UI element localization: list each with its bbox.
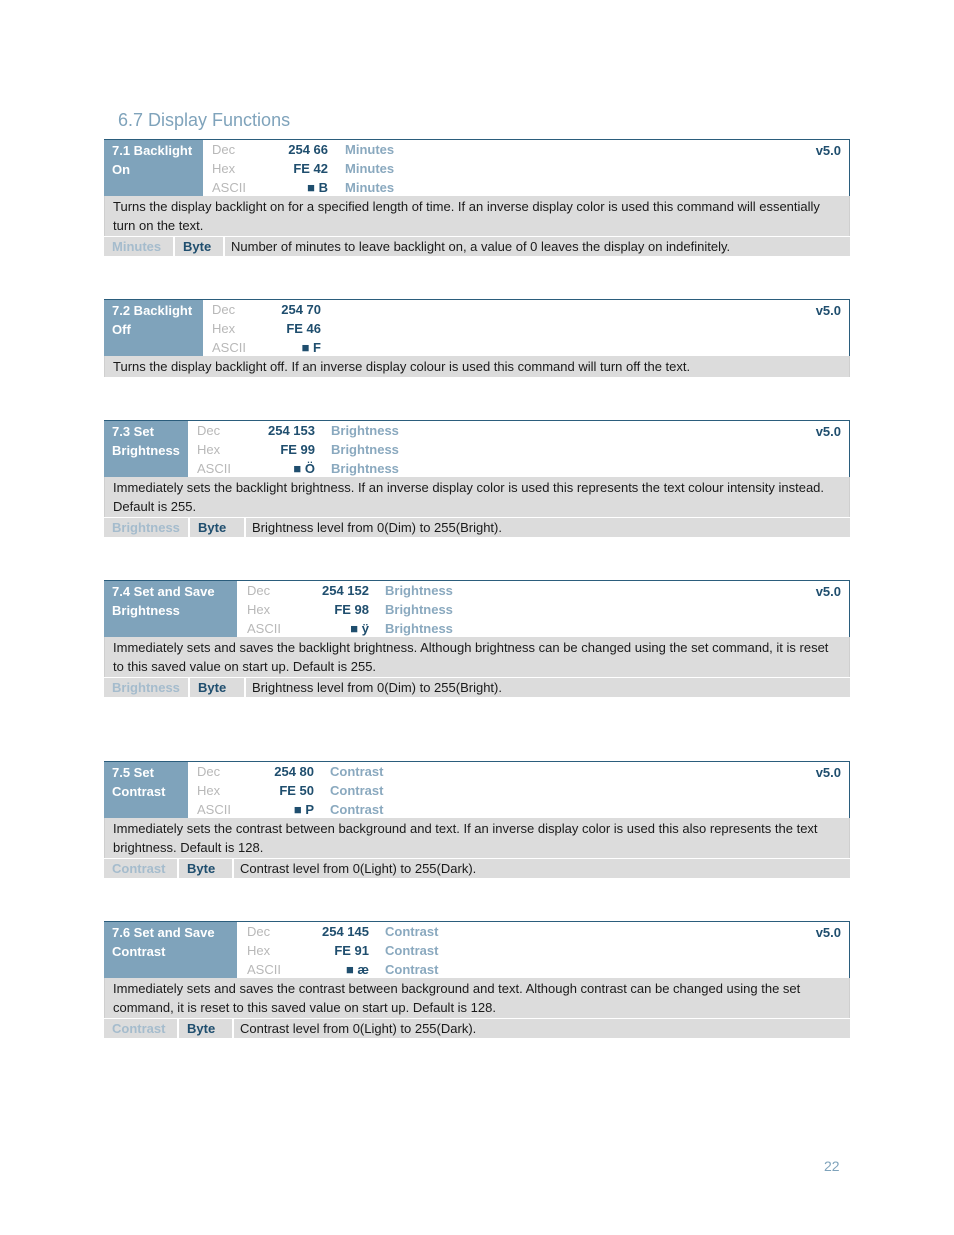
param-label: Contrast (330, 802, 384, 817)
dec-value: 254 66 (288, 142, 328, 157)
ascii-label: ASCII (212, 180, 246, 195)
param-label: Minutes (345, 180, 395, 195)
param-label: Brightness (331, 461, 399, 476)
param-name: Contrast (104, 1019, 179, 1038)
param-label: Contrast (385, 924, 439, 939)
command-header (104, 299, 850, 356)
dec-value: 254 152 (322, 583, 369, 598)
dec-label: Dec (247, 924, 271, 939)
param-name: Brightness (104, 678, 190, 697)
command-description: Immediately sets the backlight brightness. If an inverse display color is used this represents the text colour intensity instead. Default is 255. (104, 477, 850, 517)
hex-label: Hex (247, 602, 271, 617)
param-type: Byte (179, 1019, 234, 1038)
command-header (104, 139, 850, 196)
dec-label: Dec (212, 142, 236, 157)
hex-label: Hex (212, 321, 236, 336)
version-badge: v5.0 (815, 584, 841, 599)
ascii-label: ASCII (247, 962, 281, 977)
hex-label: Hex (197, 783, 221, 798)
param-label: Brightness (385, 583, 453, 598)
param-name: Minutes (104, 237, 175, 256)
dec-label: Dec (197, 764, 221, 779)
param-description: Contrast level from 0(Light) to 255(Dark). (240, 861, 477, 876)
param-description: Brightness level from 0(Dim) to 255(Bright). (252, 680, 502, 695)
ascii-value: ■ B (307, 180, 328, 195)
command-name: 7.1 Backlight On (104, 140, 203, 196)
dec-value: 254 80 (274, 764, 314, 779)
command-set-save-contrast (104, 921, 850, 1038)
ascii-label: ASCII (197, 461, 231, 476)
command-header (104, 921, 850, 978)
ascii-label: ASCII (197, 802, 231, 817)
param-description: Number of minutes to leave backlight on, a value of 0 leaves the display on indefinitely. (231, 239, 731, 254)
version-badge: v5.0 (815, 765, 841, 780)
param-name: Contrast (104, 859, 179, 878)
command-header (104, 580, 850, 637)
ascii-value: ■ F (301, 340, 321, 355)
command-description: Immediately sets the contrast between background and text. If an inverse display color is used this also represents the text brightness. Default is 128. (104, 818, 850, 858)
command-set-brightness (104, 420, 850, 537)
param-label: Minutes (345, 142, 395, 157)
command-name: 7.3 Set Brightness (104, 421, 188, 477)
param-description: Brightness level from 0(Dim) to 255(Bright). (252, 520, 502, 535)
command-description: Turns the display backlight off. If an inverse display colour is used this command will turn off the text. (104, 356, 850, 377)
param-type: Byte (175, 237, 225, 256)
command-set-contrast (104, 761, 850, 878)
ascii-value: ■ ÿ (350, 621, 369, 636)
ascii-label: ASCII (212, 340, 246, 355)
ascii-value: ■ P (293, 802, 314, 817)
param-label: Contrast (330, 764, 384, 779)
dec-value: 254 70 (281, 302, 321, 317)
param-label: Minutes (345, 161, 395, 176)
command-name: 7.5 Set Contrast (104, 762, 188, 818)
command-name: 7.4 Set and Save Brightness (104, 581, 237, 637)
command-header (104, 420, 850, 477)
parameter-row (104, 1019, 850, 1038)
hex-value: FE 98 (334, 602, 369, 617)
param-label: Contrast (385, 943, 439, 958)
param-label: Brightness (331, 423, 399, 438)
param-label: Brightness (385, 621, 453, 636)
ascii-value: ■ æ (345, 962, 369, 977)
command-name: 7.6 Set and Save Contrast (104, 922, 237, 978)
hex-label: Hex (247, 943, 271, 958)
parameter-row (104, 859, 850, 878)
dec-value: 254 145 (322, 924, 369, 939)
command-description: Immediately sets and saves the contrast between background and text. Although contrast can be changed using the set command, it is reset to this saved value on start up. Default is 128. (104, 978, 850, 1018)
param-type: Byte (179, 859, 234, 878)
hex-label: Hex (212, 161, 236, 176)
command-set-save-brightness (104, 580, 850, 697)
hex-value: FE 91 (334, 943, 369, 958)
parameter-row (104, 518, 850, 537)
param-name: Brightness (104, 518, 190, 537)
param-label: Brightness (331, 442, 399, 457)
ascii-label: ASCII (247, 621, 281, 636)
command-name: 7.2 Backlight Off (104, 300, 203, 356)
hex-value: FE 50 (279, 783, 314, 798)
dec-label: Dec (197, 423, 221, 438)
version-badge: v5.0 (815, 925, 841, 940)
command-backlight-off (104, 299, 850, 377)
param-label: Brightness (385, 602, 453, 617)
param-description: Contrast level from 0(Light) to 255(Dark). (240, 1021, 477, 1036)
param-type: Byte (190, 518, 246, 537)
hex-value: FE 42 (293, 161, 328, 176)
command-backlight-on (104, 139, 850, 256)
hex-value: FE 46 (286, 321, 321, 336)
dec-label: Dec (247, 583, 271, 598)
command-header (104, 761, 850, 818)
parameter-row (104, 237, 850, 256)
page-number: 22 (824, 1158, 840, 1174)
parameter-row (104, 678, 850, 697)
dec-value: 254 153 (268, 423, 315, 438)
version-badge: v5.0 (815, 424, 841, 439)
param-label: Contrast (385, 962, 439, 977)
ascii-value: ■ Ö (293, 461, 315, 476)
command-description: Immediately sets and saves the backlight brightness. Although brightness can be changed using the set command, it is reset to this saved value on start up. Default is 255. (104, 637, 850, 677)
version-badge: v5.0 (815, 143, 841, 158)
param-type: Byte (190, 678, 246, 697)
version-badge: v5.0 (815, 303, 841, 318)
param-label: Contrast (330, 783, 384, 798)
section-title: 6.7 Display Functions (118, 110, 291, 130)
hex-value: FE 99 (280, 442, 315, 457)
command-description: Turns the display backlight on for a specified length of time. If an inverse display color is used this command will essentially turn on the text. (104, 196, 850, 236)
hex-label: Hex (197, 442, 221, 457)
dec-label: Dec (212, 302, 236, 317)
